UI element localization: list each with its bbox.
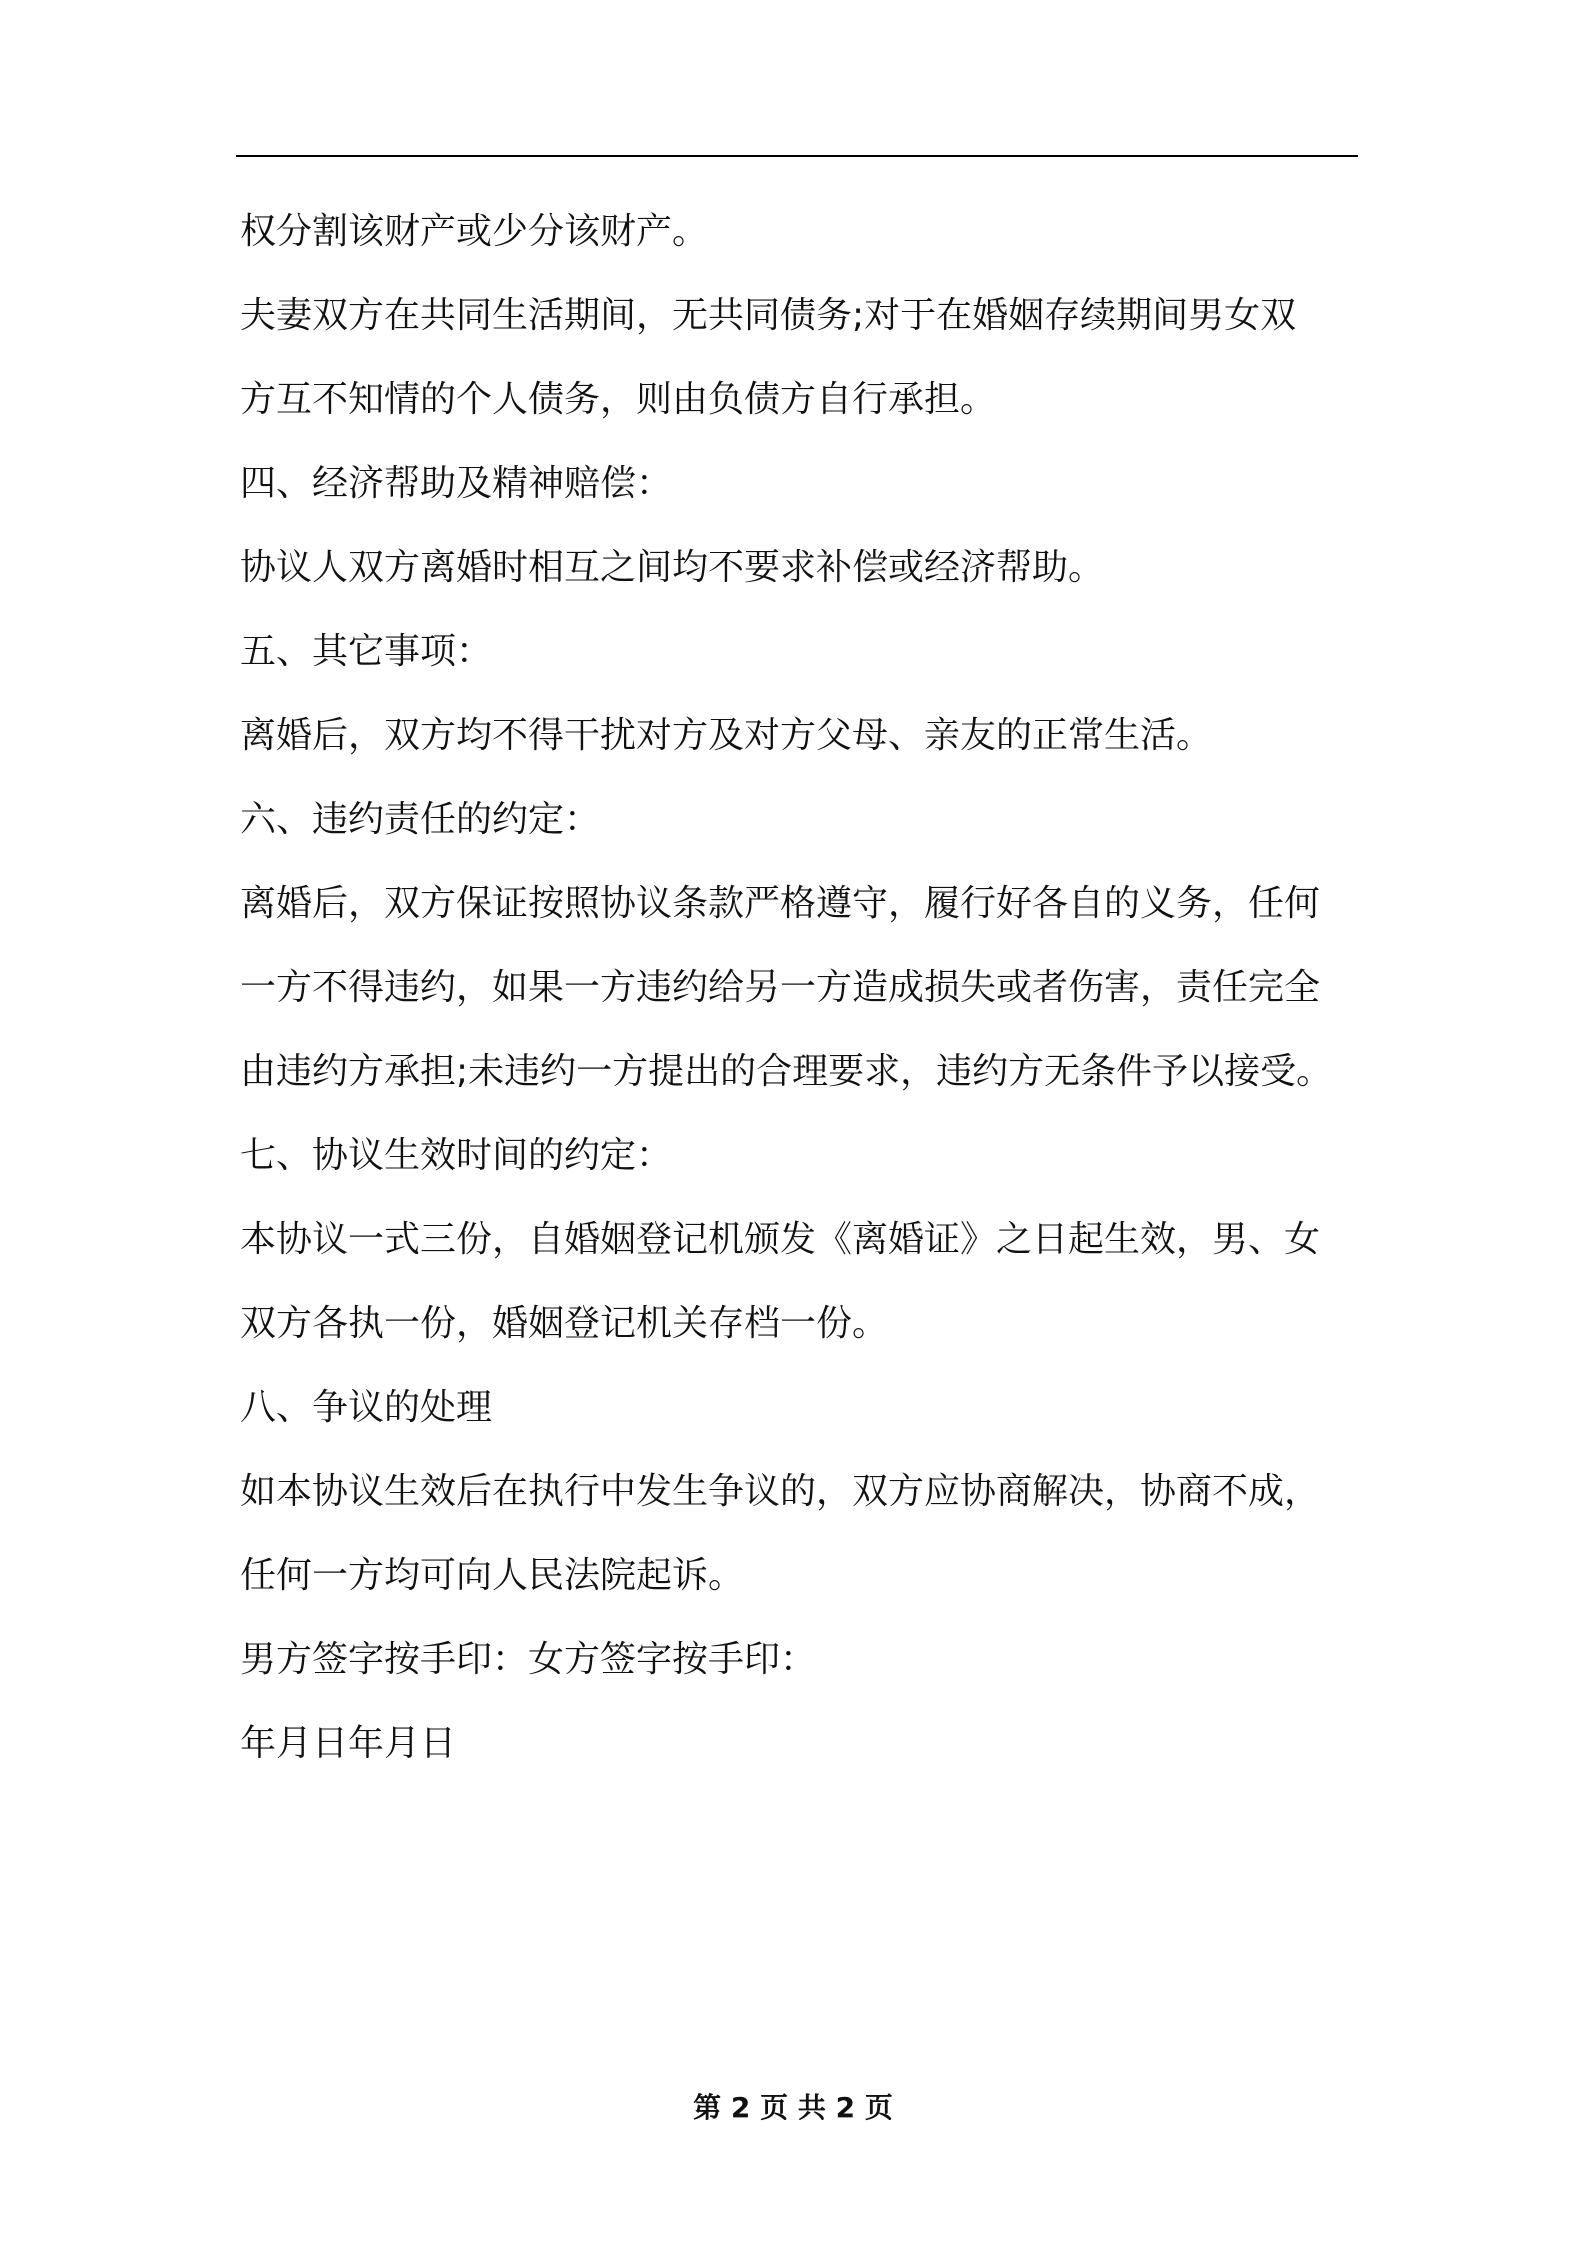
- text-line: 权分割该财产或少分该财产。: [240, 211, 709, 252]
- text-line: 如本协议生效后在执行中发生争议的，双方应协商解决，协商不成，: [240, 1471, 1321, 1512]
- text-line: 离婚后，双方保证按照协议条款严格遵守，履行好各自的义务，任何: [240, 883, 1321, 924]
- text-line: 双方各执一份，婚姻登记机关存档一份。: [240, 1303, 889, 1344]
- section-heading: 七、协议生效时间的约定：: [240, 1135, 673, 1176]
- text-line: 由违约方承担;未违约一方提出的合理要求，违约方无条件予以接受。: [240, 1051, 1333, 1092]
- page-number: 第 2 页 共 2 页: [693, 2091, 893, 2124]
- text-line: 一方不得违约，如果一方违约给另一方造成损失或者伤害，责任完全: [240, 967, 1321, 1008]
- section-heading: 四、经济帮助及精神赔偿：: [240, 463, 673, 504]
- section-heading: 八、争议的处理: [240, 1387, 493, 1428]
- date-line: 年月日年月日: [240, 1723, 457, 1764]
- text-line: 任何一方均可向人民法院起诉。: [240, 1555, 745, 1596]
- text-line: 方互不知情的个人债务，则由负债方自行承担。: [240, 379, 997, 420]
- section-heading: 五、其它事项：: [240, 631, 493, 672]
- header-rule: [236, 155, 1358, 157]
- text-line: 离婚后，双方均不得干扰对方及对方父母、亲友的正常生活。: [240, 715, 1213, 756]
- signature-line: 男方签字按手印：女方签字按手印：: [240, 1639, 817, 1680]
- document-body: [240, 190, 1360, 1786]
- text-line: 协议人双方离婚时相互之间均不要求补偿或经济帮助。: [240, 547, 1105, 588]
- text-line: 夫妻双方在共同生活期间，无共同债务;对于在婚姻存续期间男女双: [240, 295, 1297, 336]
- text-line: 本协议一式三份，自婚姻登记机颁发《离婚证》之日起生效，男、女: [240, 1219, 1321, 1260]
- section-heading: 六、违约责任的约定：: [240, 799, 601, 840]
